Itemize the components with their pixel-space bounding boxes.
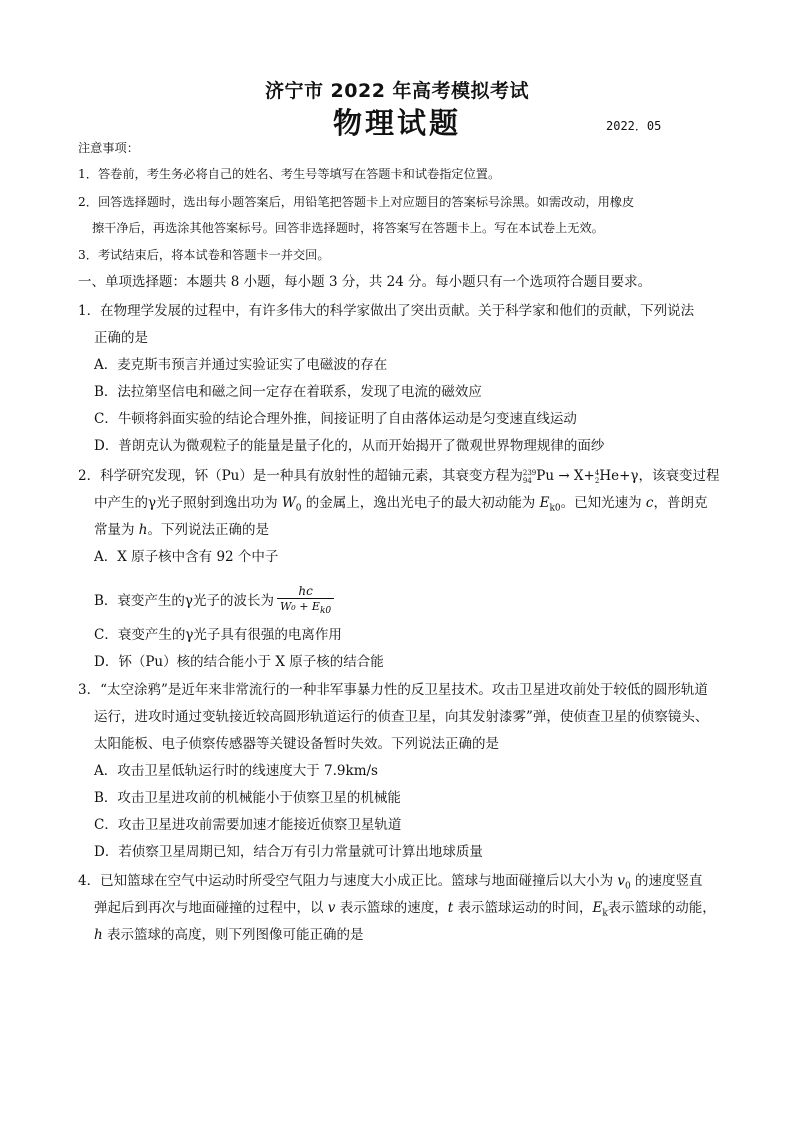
- q4-stem: [78, 871, 703, 897]
- q2-stem-text: 的金属上，逸出光电子的最大初动能为: [301, 495, 540, 511]
- planck-constant-symbol: h: [138, 522, 148, 538]
- pu-atomic-number: 94: [522, 476, 532, 485]
- subscript: 0: [625, 881, 631, 892]
- q2-stem-text: 中产生的γ光子照射到逸出功为: [94, 495, 282, 511]
- note-item: 2．回答选择题时，选出每小题答案后，用铅笔把答题卡上对应题目的答案标号涂黑。如需改动，用橡皮: [78, 195, 635, 209]
- q1-option-a: A．麦克斯韦预言并通过实验证实了电磁波的存在: [94, 357, 388, 373]
- pu-mass-number: 239: [522, 468, 537, 477]
- time-symbol: t: [447, 900, 454, 916]
- kinetic-energy-symbol: E: [539, 495, 550, 511]
- q3-option-d: D．若侦察卫星周期已知，结合万有引力常量就可计算出地球质量: [94, 844, 483, 860]
- q3-option-b: B．攻击卫星进攻前的机械能小于侦察卫星的机械能: [94, 790, 401, 806]
- q2-stem-text: 2．科学研究发现，钚（Pu）是一种具有放射性的超铀元素，其衰变方程为: [78, 468, 523, 484]
- q2-stem: [78, 466, 719, 486]
- he-atomic-number: 2: [594, 476, 600, 485]
- q3-option-a: A．攻击卫星低轨运行时的线速度大于 7.9km/s: [94, 763, 378, 779]
- note-item: 1．答卷前，考生务必将自己的姓名、考生号等填写在答题卡和试卷指定位置。: [78, 167, 501, 181]
- q3-stem: 3．“太空涂鸦”是近年来非常流行的一种非军事暴力性的反卫星技术。攻击卫星进攻前处于较低的圆形轨道: [78, 682, 708, 698]
- q4-stem: [94, 925, 364, 945]
- q4-stem-text: 的速度竖直: [630, 873, 703, 889]
- q2-option-b: [94, 582, 334, 620]
- decay-equation: [523, 466, 639, 486]
- work-function-symbol: W: [281, 495, 296, 511]
- subscript: 0: [295, 503, 302, 514]
- velocity-symbol: v: [327, 900, 336, 916]
- q2-option-c: C．衰变产生的γ光子具有很强的电离作用: [94, 627, 342, 643]
- section-heading: 一、单项选择题：本题共 8 小题，每小题 3 分，共 24 分。每小题只有一个选项符合题目要求。: [78, 274, 652, 290]
- he-mass-number: 4: [594, 468, 600, 477]
- pu-symbol: Pu → X+: [536, 468, 595, 484]
- exam-subtitle: 物理试题: [332, 106, 461, 140]
- q4-stem-text: 表示篮球的高度，则下列图像可能正确的是: [102, 927, 364, 943]
- light-speed-symbol: c: [645, 495, 654, 511]
- q1-option-c: C．牛顿将斜面实验的结论合理外推，间接证明了自由落体运动是匀变速直线运动: [94, 411, 577, 427]
- q4-stem-text: 表示篮球运动的时间，: [453, 900, 593, 916]
- q2-option-d: D．钚（Pu）核的结合能小于 X 原子核的结合能: [94, 654, 384, 670]
- subscript: k0: [319, 606, 332, 617]
- q4-stem-text: 表示篮球的动能，: [607, 900, 716, 916]
- q2-option-a: A．X 原子核中含有 92 个中子: [94, 549, 279, 565]
- q2-stem-text: ，该衰变过程: [638, 468, 720, 484]
- q4-stem-text: 4．已知篮球在空气中运动时所受空气阻力与速度大小成正比。篮球与地面碰撞后以大小为: [78, 873, 618, 889]
- q2-stem: [94, 520, 269, 540]
- fraction-denominator: [277, 598, 334, 618]
- kinetic-energy-symbol: E: [592, 900, 603, 916]
- exam-date: 2022．05: [606, 119, 662, 133]
- q2-stem-text: 。已知光速为: [560, 495, 646, 511]
- q2-stem-text: ，普朗克: [653, 495, 708, 511]
- wavelength-fraction: [277, 584, 334, 618]
- q2-option-b-text: B．衰变产生的γ光子的波长为: [94, 593, 274, 609]
- q4-stem: [94, 898, 716, 924]
- subscript: k0: [549, 503, 561, 514]
- fraction-numerator: hc: [298, 584, 313, 599]
- exam-title: 济宁市 2022 年高考模拟考试: [264, 80, 530, 102]
- q1-stem: 正确的是: [94, 330, 148, 346]
- he-symbol: He+γ: [599, 468, 639, 484]
- q1-option-b: B．法拉第坚信电和磁之间一定存在着联系，发现了电流的磁效应: [94, 384, 482, 400]
- note-item: 3．考试结束后，将本试卷和答题卡一并交回。: [78, 248, 330, 262]
- q4-stem-text: 弹起后到再次与地面碰撞的过程中，以: [94, 900, 328, 916]
- q4-stem-text: 表示篮球的速度，: [335, 900, 448, 916]
- q2-stem-text: 常量为: [94, 522, 139, 538]
- subscript: k: [602, 908, 608, 919]
- initial-speed-symbol: v: [617, 873, 626, 889]
- denominator-text: W₀ + E: [280, 600, 320, 614]
- q1-stem: 1．在物理学发展的过程中，有许多伟大的科学家做出了突出贡献。关于科学家和他们的贡献，下列说法: [78, 303, 695, 319]
- q3-stem: 运行，进攻时通过变轨接近较高圆形轨道运行的侦查卫星，向其发射漆雾”弹，使侦查卫星的侦察镜头、: [94, 709, 709, 725]
- q1-option-d: D．普朗克认为微观粒子的能量是量子化的，从而开始揭开了微观世界物理规律的面纱: [94, 438, 605, 454]
- q3-option-c: C．攻击卫星进攻前需要加速才能接近侦察卫星轨道: [94, 817, 402, 833]
- note-item: 擦干净后，再选涂其他答案标号。回答非选择题时，将答案写在答题卡上。写在本试卷上无效。: [92, 221, 604, 235]
- q3-stem: 太阳能板、电子侦察传感器等关键设备暂时失效。下列说法正确的是: [94, 736, 499, 752]
- q2-stem: [94, 493, 707, 519]
- notes-heading: 注意事项：: [78, 141, 139, 155]
- height-symbol: h: [94, 927, 103, 943]
- q2-stem-text: 。下列说法正确的是: [147, 522, 269, 538]
